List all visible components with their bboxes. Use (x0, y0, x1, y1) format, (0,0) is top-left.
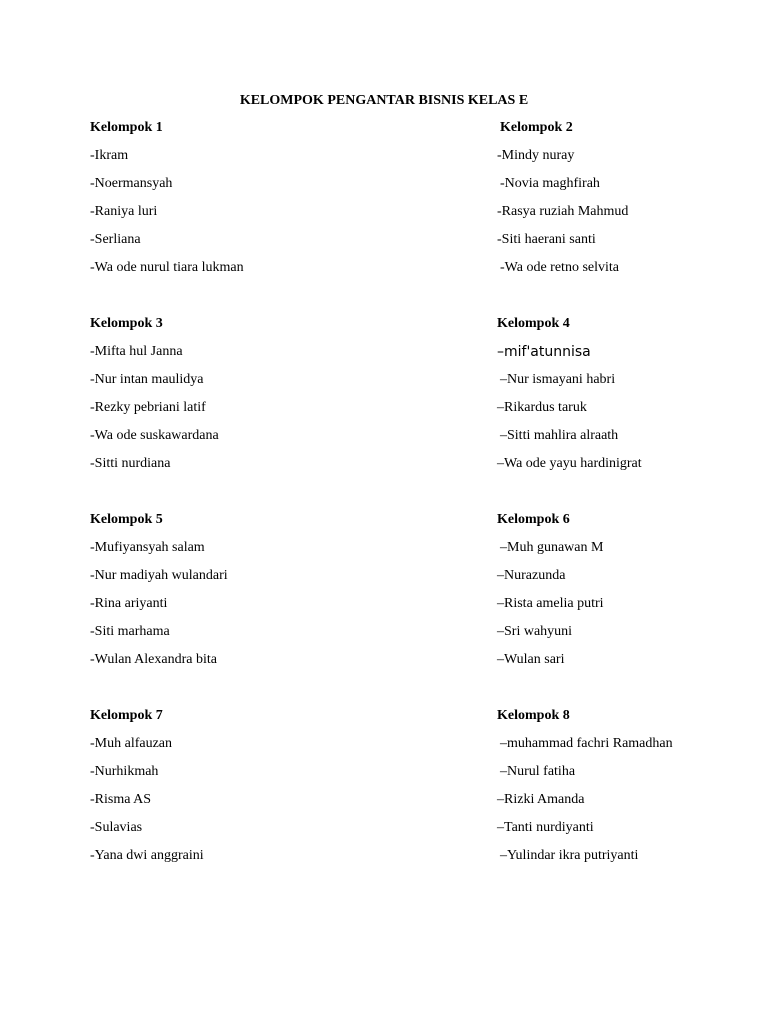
group-heading: Kelompok 5 (90, 512, 163, 527)
group-6 (497, 506, 768, 674)
group-member: -Rina ariyanti (90, 596, 168, 611)
group-member: -Sitti nurdiana (90, 456, 171, 471)
group-member: -Muh alfauzan (90, 736, 173, 751)
group-member: -Wa ode nurul tiara lukman (90, 260, 244, 275)
group-member: -Wa ode retno selvita (500, 260, 619, 275)
group-4 (497, 310, 768, 478)
group-member: -Yana dwi anggraini (90, 848, 204, 863)
group-heading: Kelompok 8 (497, 708, 570, 723)
group-member: –Yulindar ikra putriyanti (500, 848, 639, 863)
group-member: -Mufiyansyah salam (90, 540, 205, 555)
group-member: -Ikram (90, 148, 129, 163)
group-member: –muhammad fachri Ramadhan (500, 736, 673, 751)
group-heading: Kelompok 1 (90, 120, 163, 135)
group-member: -Nur madiyah wulandari (90, 568, 228, 583)
group-member: –Sitti mahlira alraath (500, 428, 619, 443)
group-member: -Rasya ruziah Mahmud (497, 204, 629, 219)
group-1 (90, 114, 390, 282)
group-heading: Kelompok 4 (497, 316, 570, 331)
group-member: -Risma AS (90, 792, 152, 807)
group-member: -Siti haerani santi (497, 232, 596, 247)
group-member: –Tanti nurdiyanti (497, 820, 594, 835)
group-heading: Kelompok 2 (500, 120, 573, 135)
group-member: -Siti marhama (90, 624, 170, 639)
group-member: –Rizki Amanda (497, 792, 585, 807)
group-5 (90, 506, 390, 674)
group-member: –Nurul fatiha (500, 764, 576, 779)
group-8 (497, 702, 768, 870)
group-member: –Wulan sari (497, 652, 565, 667)
group-heading: Kelompok 7 (90, 708, 163, 723)
group-member: -Sulavias (90, 820, 143, 835)
document-title: KELOMPOK PENGANTAR BISNIS KELAS E (239, 93, 529, 108)
group-member: –Nurazunda (497, 568, 566, 583)
group-2 (497, 114, 768, 282)
group-member: –Wa ode yayu hardinigrat (497, 456, 642, 471)
group-member: –Nur ismayani habri (500, 372, 616, 387)
group-member: -Nur intan maulidya (90, 372, 204, 387)
group-member: –Muh gunawan M (500, 540, 604, 555)
group-member: –mif'atunnisa (497, 344, 591, 360)
group-member: -Noermansyah (90, 176, 173, 191)
group-3 (90, 310, 390, 478)
group-heading: Kelompok 3 (90, 316, 163, 331)
group-member: -Novia maghfirah (500, 176, 600, 191)
group-member: -Raniya luri (90, 204, 158, 219)
group-member: -Wa ode suskawardana (90, 428, 219, 443)
group-member: -Mindy nuray (497, 148, 575, 163)
group-member: -Wulan Alexandra bita (90, 652, 217, 667)
group-member: –Sri wahyuni (497, 624, 573, 639)
group-member: -Serliana (90, 232, 141, 247)
group-member: -Rezky pebriani latif (90, 400, 206, 415)
group-member: -Mifta hul Janna (90, 344, 183, 359)
group-member: -Nurhikmah (90, 764, 159, 779)
group-member: –Rikardus taruk (497, 400, 587, 415)
group-member: –Rista amelia putri (497, 596, 604, 611)
group-7 (90, 702, 390, 870)
group-heading: Kelompok 6 (497, 512, 570, 527)
